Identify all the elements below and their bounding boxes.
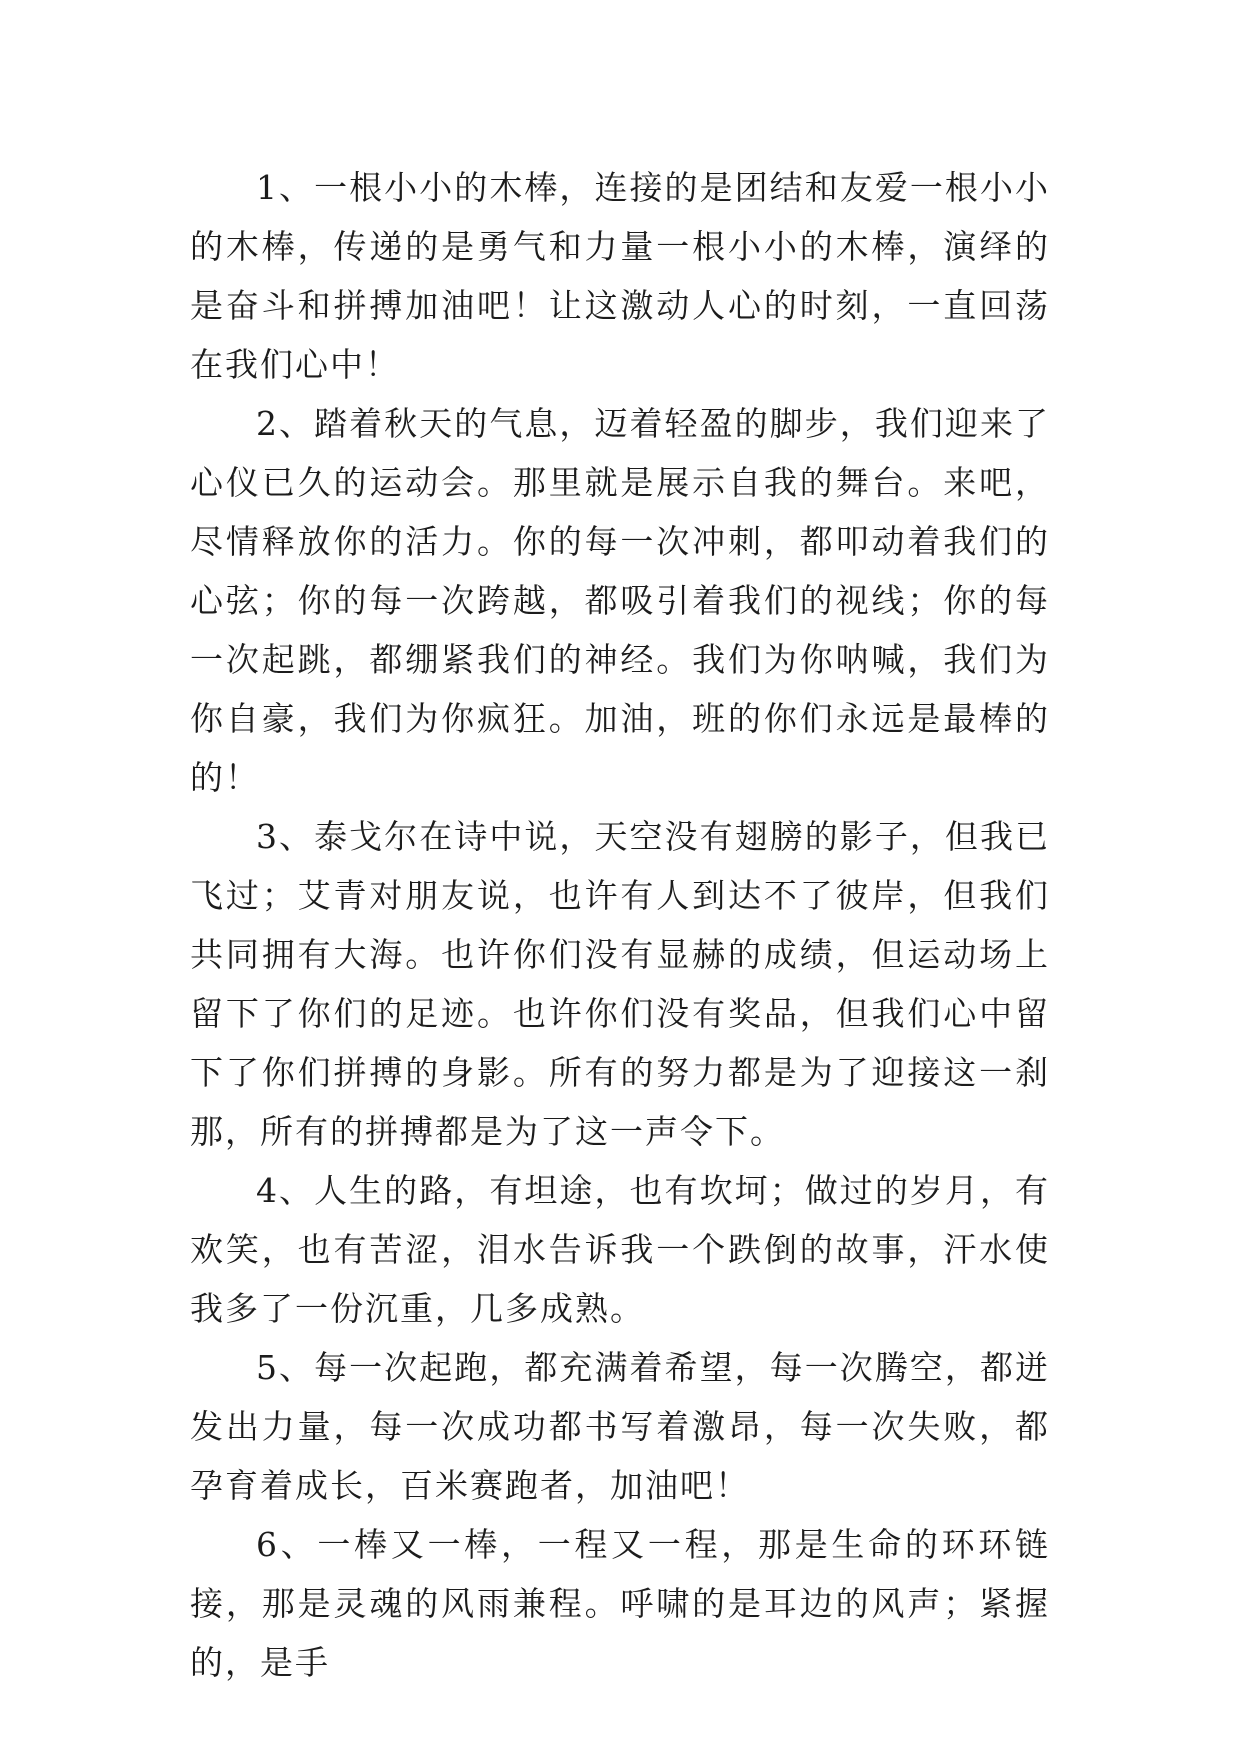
- paragraph-6: 6、一棒又一棒，一程又一程，那是生命的环环链接，那是灵魂的风雨兼程。呼啸的是耳边的风声；紧握的，是手: [190, 1525, 1050, 1682]
- paragraph-1: 1、一根小小的木棒，连接的是团结和友爱一根小小的木棒，传递的是勇气和力量一根小小的木棒，演绎的是奋斗和拼搏加油吧！让这激动人心的时刻，一直回荡在我们心中！: [190, 168, 1050, 384]
- document-body: [190, 158, 1050, 1692]
- paragraph-5: 5、每一次起跑，都充满着希望，每一次腾空，都迸发出力量，每一次成功都书写着激昂，每一次失败，都孕育着成长，百米赛跑者，加油吧！: [190, 1348, 1050, 1505]
- paragraph-3: 3、泰戈尔在诗中说，天空没有翅膀的影子，但我已飞过；艾青对朋友说，也许有人到达不了彼岸，但我们共同拥有大海。也许你们没有显赫的成绩，但运动场上留下了你们的足迹。也许你们没有奖品，但我们心中留下了你们拼搏的身影。所有的努力都是为了迎接这一刹那，所有的拼搏都是为了这一声令下。: [190, 817, 1050, 1151]
- paragraph-4: 4、人生的路，有坦途，也有坎坷；做过的岁月，有欢笑，也有苦涩，泪水告诉我一个跌倒的故事，汗水使我多了一份沉重，几多成熟。: [190, 1171, 1050, 1328]
- paragraph-2: 2、踏着秋天的气息，迈着轻盈的脚步，我们迎来了心仪已久的运动会。那里就是展示自我的舞台。来吧，尽情释放你的活力。你的每一次冲刺，都叩动着我们的心弦；你的每一次跨越，都吸引着我们的视线；你的每一次起跳，都绷紧我们的神经。我们为你呐喊，我们为你自豪，我们为你疯狂。加油，班的你们永远是最棒的的！: [190, 404, 1050, 797]
